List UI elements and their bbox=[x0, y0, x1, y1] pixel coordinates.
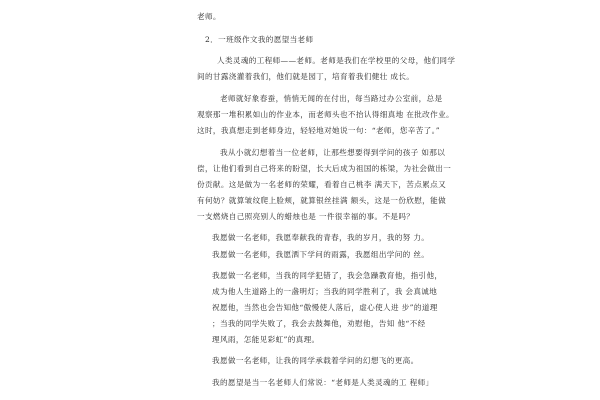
text-line: 老师。 bbox=[197, 12, 221, 21]
text-line: 我的愿望是当一名老师人们常说：“老师是人类灵魂的工 程师」 bbox=[212, 378, 434, 387]
text-line: 份贡献。这是做为一名老师的荣耀，看着自己桃李 满天下，苦点累点又 bbox=[197, 180, 447, 189]
text-line: 间的甘露浇灌着我们，他们就是园丁，培育着我们健壮 成长。 bbox=[197, 72, 415, 81]
text-line: 我愿做一名老师，当我的同学犯错了，我会急躁教育他，指引他， bbox=[212, 271, 443, 280]
text-line: 人类灵魂的工程师——老师。老师是我们在学校里的父母，他们同学 bbox=[217, 56, 456, 65]
text-line: 祝愿他，当然也会告知他“傲慢使人落后，虚心使人进 步”的道理 bbox=[212, 303, 438, 312]
text-line: 我愿做一名老师，我愿奉献我的青春，我的岁月，我的努 力。 bbox=[212, 233, 430, 242]
text-line: 老师就好象春蚕，悄悄无闻的在付出，每当路过办公室前，总是 bbox=[220, 94, 443, 103]
text-line: 观察那一堆积累如山的作业本，而老师头也不抬认得细真地 在批改作业。 bbox=[197, 110, 454, 119]
text-line: ；当我的同学失败了，我会去鼓舞他，劝慰他，告知 他“不经 bbox=[212, 319, 426, 328]
text-line: 有何妨？就算皱纹爬上脸颊，就算银丝挂满 额头，这是一份欣慰，能做 bbox=[197, 196, 447, 205]
text-line: 一支燃烧自己照亮别人的蜡烛也是 一件很幸福的事。不是吗？ bbox=[197, 212, 415, 221]
text-line: 我从小就幻想着当一位老师，让那些想要得到学问的孩子 如那以 bbox=[220, 148, 446, 157]
text-line: 我愿做一名老师，我愿洒下学问的雨露，我愿组出学问的 丝。 bbox=[212, 250, 430, 259]
text-line: 成为他人生道路上的一盏明灯；当我的同学胜利了，我 会真诚地 bbox=[212, 287, 438, 296]
text-line: 理风雨，怎能见彩虹”的真理。 bbox=[212, 335, 320, 344]
text-line: 这时，我真想走到老师身边，轻轻地对她说一句：“老师，您辛苦了。” bbox=[197, 126, 440, 135]
text-line: 偿，让他们看到自己将来的盼望，长大后成为祖国的栋梁，为社会做出一 bbox=[197, 164, 452, 173]
section-heading: 2．一班级作文我的愿望当老师 bbox=[205, 35, 314, 44]
text-line: 我愿做一名老师，让我的同学承载着学问的幻想飞的更高。 bbox=[212, 356, 419, 365]
